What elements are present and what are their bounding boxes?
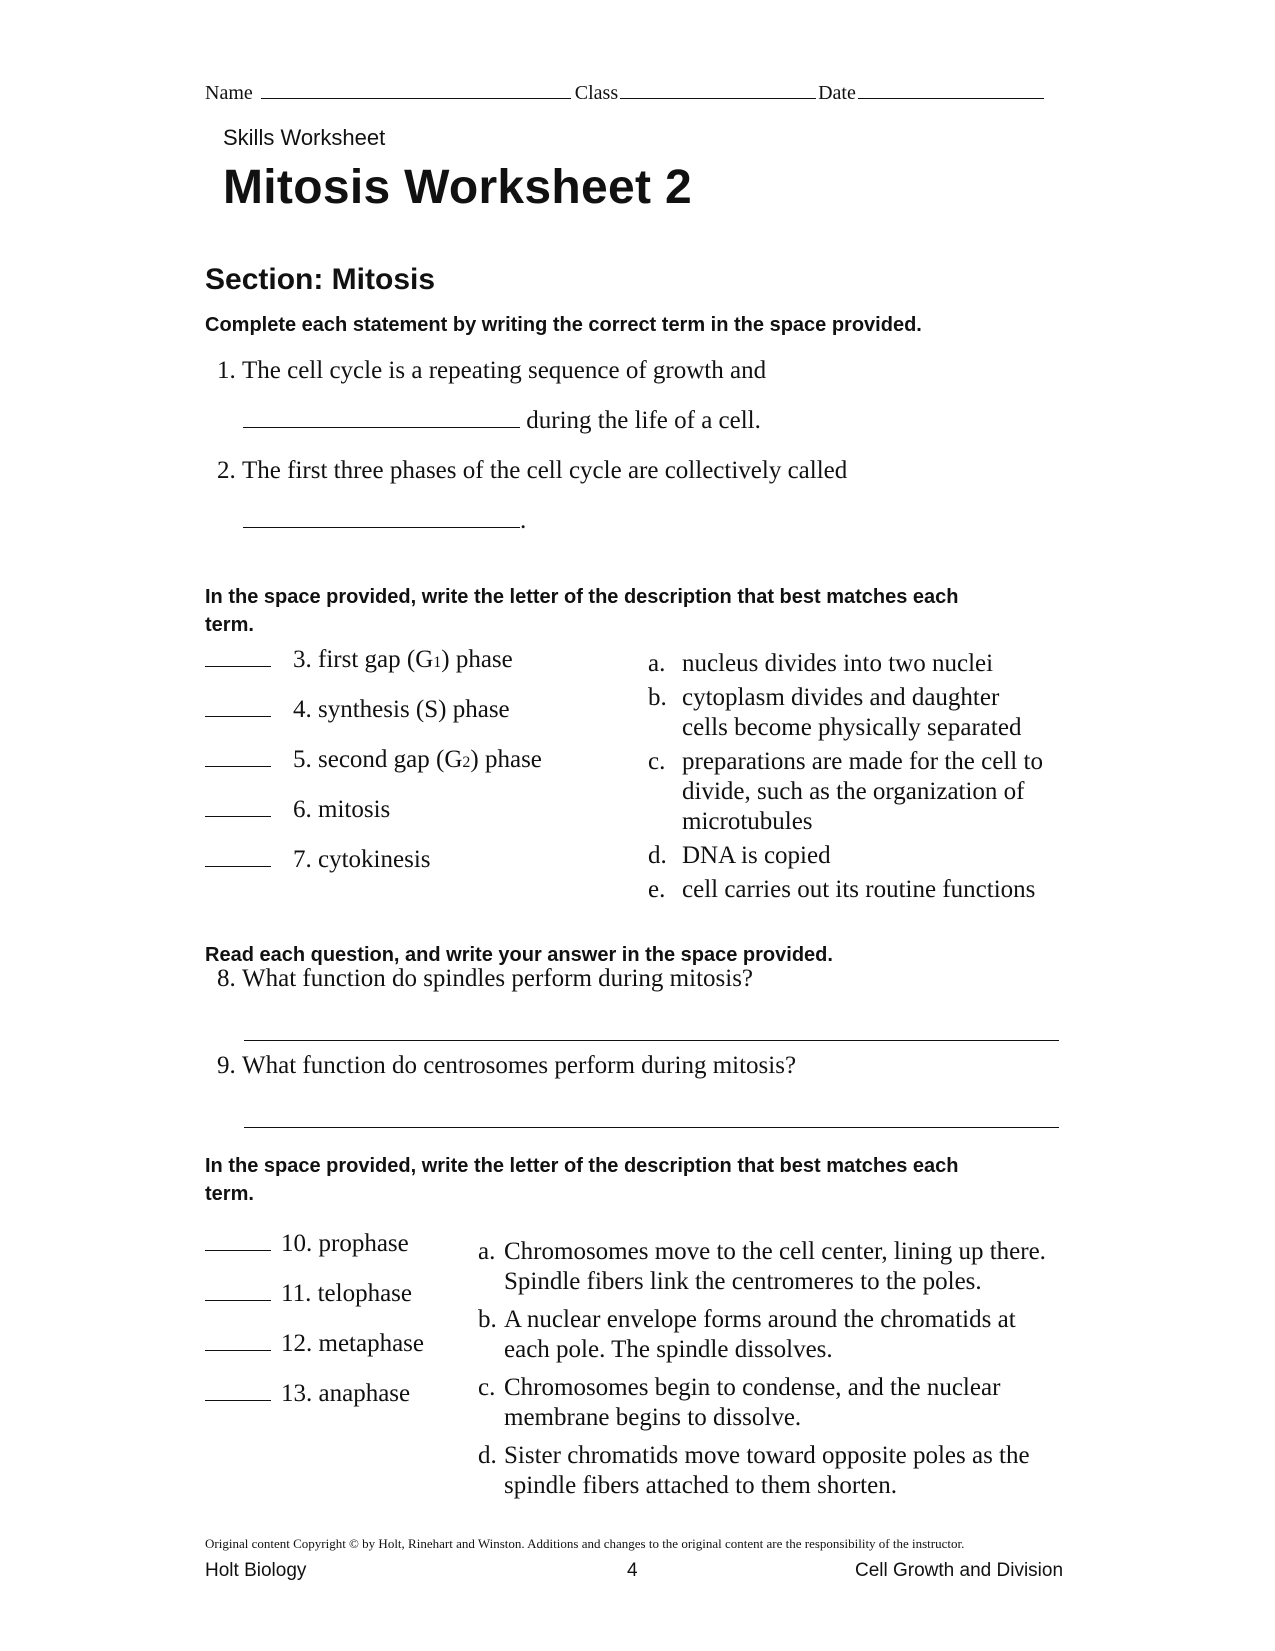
term-number: 7. — [293, 846, 312, 873]
description-letter: b. — [478, 1306, 497, 1333]
description-text: preparations are made for the cell to divide, such as the organization of microtubules — [682, 748, 1043, 835]
description-text: A nuclear envelope forms around the chromatids at each pole. The spindle dissolves. — [504, 1306, 1016, 1363]
matching-term-7 — [205, 846, 431, 874]
answer-blank-12[interactable] — [205, 1349, 271, 1351]
page-number: 4 — [627, 1560, 638, 1581]
answer-blank-2[interactable] — [243, 526, 520, 528]
question-text: The cell cycle is a repeating sequence of growth and — [242, 357, 767, 384]
matching-term-6 — [205, 796, 390, 824]
name-label: Name — [205, 82, 253, 104]
answer-line-8[interactable] — [244, 1040, 1059, 1041]
footer-book-title: Holt Biology — [205, 1560, 307, 1581]
question-2 — [217, 457, 847, 485]
instruction-matching-1: In the space provided, write the letter of the description that best matches each term. — [205, 586, 959, 636]
term-subscript: 1 — [433, 654, 442, 671]
date-label: Date — [818, 82, 856, 104]
class-field[interactable] — [620, 97, 816, 99]
page-title: Mitosis Worksheet 2 — [223, 161, 692, 214]
term-text-end: ) phase — [470, 746, 542, 773]
matching-term-13 — [205, 1380, 410, 1408]
question-1-answer-line — [243, 407, 761, 435]
term-number: 3. — [293, 646, 312, 673]
description-text: nucleus divides into two nuclei — [682, 650, 994, 677]
description-letter: e. — [648, 876, 666, 903]
answer-blank-3[interactable] — [205, 665, 271, 667]
section-heading: Section: Mitosis — [205, 263, 436, 296]
matching-term-11 — [205, 1280, 412, 1308]
term-text: first gap (G — [318, 646, 434, 673]
term-number: 12. — [281, 1330, 313, 1357]
description-letter: a. — [478, 1238, 496, 1265]
worksheet-type-label: Skills Worksheet — [223, 125, 386, 150]
question-text: What function do centrosomes perform during mitosis? — [242, 1052, 797, 1079]
description-e — [648, 875, 1068, 905]
question-number: 1. — [217, 357, 236, 384]
question-text: What function do spindles perform during mitosis? — [242, 965, 754, 992]
description-text: Sister chromatids move toward opposite poles as the spindle fibers attached to them shorten. — [504, 1442, 1030, 1499]
instruction-fill-in: Complete each statement by writing the correct term in the space provided. — [205, 314, 922, 336]
term-number: 13. — [281, 1380, 313, 1407]
name-field[interactable] — [261, 97, 571, 99]
question-1 — [217, 357, 766, 385]
description-c — [478, 1373, 1078, 1433]
answer-blank-4[interactable] — [205, 715, 271, 717]
description-letter: a. — [648, 650, 666, 677]
answer-blank-10[interactable] — [205, 1249, 271, 1251]
term-text: telophase — [317, 1280, 412, 1307]
description-letter: d. — [648, 842, 667, 869]
answer-blank-11[interactable] — [205, 1299, 271, 1301]
question-number: 2. — [217, 457, 236, 484]
description-b — [478, 1305, 1078, 1365]
answer-blank-7[interactable] — [205, 865, 271, 867]
matching-descriptions-1 — [648, 649, 1068, 905]
term-text: prophase — [318, 1230, 409, 1257]
description-text: Chromosomes move to the cell center, lining up there. Spindle fibers link the centromeres to the poles. — [504, 1238, 1046, 1295]
term-text: metaphase — [318, 1330, 425, 1357]
description-text: DNA is copied — [682, 842, 831, 869]
matching-term-10 — [205, 1230, 409, 1258]
description-text: cytoplasm divides and daughter cells become physically separated — [682, 684, 1022, 741]
description-a — [478, 1237, 1078, 1297]
term-number: 4. — [293, 696, 312, 723]
term-text: second gap (G — [318, 746, 463, 773]
term-number: 5. — [293, 746, 312, 773]
description-d — [648, 841, 1068, 871]
footer-chapter-title: Cell Growth and Division — [855, 1560, 1064, 1581]
description-letter: d. — [478, 1442, 497, 1469]
instruction-short-answer: Read each question, and write your answer in the space provided. — [205, 944, 833, 966]
answer-blank-1[interactable] — [243, 426, 520, 428]
description-b — [648, 683, 1068, 743]
term-text: anaphase — [318, 1380, 411, 1407]
answer-blank-13[interactable] — [205, 1399, 271, 1401]
matching-term-5 — [205, 746, 542, 774]
description-text: Chromosomes begin to condense, and the nuclear membrane begins to dissolve. — [504, 1374, 1001, 1431]
question-9 — [217, 1052, 796, 1080]
description-letter: c. — [478, 1374, 496, 1401]
instruction-matching-2: In the space provided, write the letter of the description that best matches each term. — [205, 1155, 959, 1205]
matching-term-4 — [205, 696, 510, 724]
term-text-end: ) phase — [441, 646, 513, 673]
term-text: cytokinesis — [318, 846, 431, 873]
answer-blank-5[interactable] — [205, 765, 271, 767]
question-number: 8. — [217, 965, 236, 992]
description-c — [648, 747, 1068, 837]
description-d — [478, 1441, 1078, 1501]
description-a — [648, 649, 1068, 679]
copyright-notice: Original content Copyright © by Holt, Rinehart and Winston. Additions and changes to the original content are the responsibility of the instructor. — [205, 1536, 965, 1551]
term-text: mitosis — [318, 796, 391, 823]
term-number: 10. — [281, 1230, 313, 1257]
date-field[interactable] — [858, 97, 1044, 99]
question-text: The first three phases of the cell cycle are collectively called — [242, 457, 848, 484]
matching-descriptions-2 — [478, 1237, 1078, 1509]
question-2-answer-line — [243, 507, 526, 535]
answer-line-9[interactable] — [244, 1127, 1059, 1128]
question-text-continued: during the life of a cell. — [520, 407, 761, 434]
term-number: 11. — [281, 1280, 312, 1307]
term-number: 6. — [293, 796, 312, 823]
class-label: Class — [574, 82, 619, 104]
question-number: 9. — [217, 1052, 236, 1079]
description-text: cell carries out its routine functions — [682, 876, 1036, 903]
answer-blank-6[interactable] — [205, 815, 271, 817]
term-text: synthesis (S) phase — [318, 696, 510, 723]
question-8 — [217, 965, 753, 993]
term-subscript: 2 — [462, 754, 471, 771]
description-letter: b. — [648, 684, 667, 711]
student-info-line — [205, 82, 1044, 105]
description-letter: c. — [648, 748, 666, 775]
matching-term-3 — [205, 646, 513, 674]
matching-term-12 — [205, 1330, 424, 1358]
question-text-continued: . — [520, 507, 527, 534]
